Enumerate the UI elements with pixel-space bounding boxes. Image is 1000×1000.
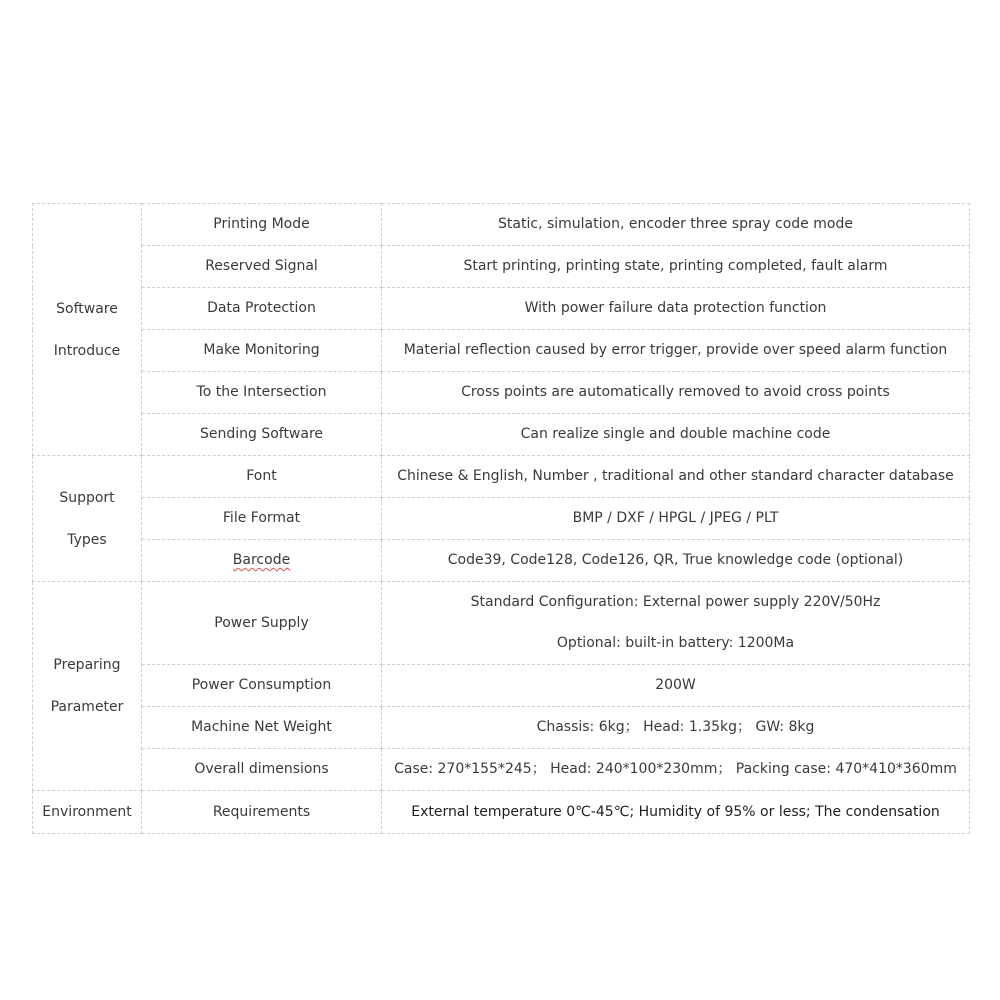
row-label: Reserved Signal bbox=[142, 246, 382, 288]
row-value: With power failure data protection function bbox=[382, 288, 970, 330]
table-row bbox=[33, 665, 970, 707]
row-value: Start printing, printing state, printing completed, fault alarm bbox=[382, 246, 970, 288]
row-label: Make Monitoring bbox=[142, 330, 382, 372]
table-row bbox=[33, 540, 970, 582]
category-cell-software bbox=[33, 204, 142, 456]
row-label: Power Supply bbox=[142, 582, 382, 665]
row-value: Code39, Code128, Code126, QR, True knowledge code (optional) bbox=[382, 540, 970, 582]
row-label: Overall dimensions bbox=[142, 749, 382, 791]
table-row bbox=[33, 749, 970, 791]
row-label: To the Intersection bbox=[142, 372, 382, 414]
table-row bbox=[33, 582, 970, 665]
table-row bbox=[33, 791, 970, 834]
row-label-cell bbox=[142, 540, 382, 582]
category-cell-preparing bbox=[33, 582, 142, 791]
row-label: Requirements bbox=[142, 791, 382, 834]
table-row bbox=[33, 498, 970, 540]
category-cell-environment bbox=[33, 791, 142, 834]
table-row bbox=[33, 414, 970, 456]
row-label: Sending Software bbox=[142, 414, 382, 456]
category-label: Environment bbox=[42, 804, 132, 820]
row-label: Printing Mode bbox=[142, 204, 382, 246]
table-row bbox=[33, 707, 970, 749]
row-label: Power Consumption bbox=[142, 665, 382, 707]
table-row bbox=[33, 288, 970, 330]
table-row bbox=[33, 246, 970, 288]
row-value: Can realize single and double machine code bbox=[382, 414, 970, 456]
category-label: Support bbox=[59, 489, 115, 506]
table-row bbox=[33, 372, 970, 414]
table-row bbox=[33, 204, 970, 246]
table-row bbox=[33, 330, 970, 372]
row-label: Barcode bbox=[232, 552, 291, 568]
spec-table bbox=[32, 203, 970, 834]
row-value: Chassis: 6kg； Head: 1.35kg； GW: 8kg bbox=[382, 707, 970, 749]
category-cell-support bbox=[33, 456, 142, 582]
row-value: 200W bbox=[382, 665, 970, 707]
row-label: File Format bbox=[142, 498, 382, 540]
row-value: External temperature 0℃-45℃; Humidity of 95% or less; The condensation bbox=[382, 791, 970, 834]
category-label: Preparing bbox=[53, 657, 121, 673]
row-value: Static, simulation, encoder three spray code mode bbox=[382, 204, 970, 246]
category-label: Parameter bbox=[50, 699, 124, 715]
row-value: Optional: built-in battery: 1200Ma bbox=[556, 635, 795, 651]
category-label: Types bbox=[67, 531, 107, 548]
row-value: Standard Configuration: External power supply 220V/50Hz bbox=[470, 594, 881, 610]
table-row bbox=[33, 456, 970, 498]
row-label: Font bbox=[142, 456, 382, 498]
row-value: Cross points are automatically removed to avoid cross points bbox=[382, 372, 970, 414]
category-label: Introduce bbox=[53, 342, 121, 359]
row-value-multi bbox=[382, 582, 970, 665]
row-value: BMP / DXF / HPGL / JPEG / PLT bbox=[382, 498, 970, 540]
category-label: Software bbox=[56, 300, 118, 317]
row-value: Material reflection caused by error trigger, provide over speed alarm function bbox=[382, 330, 970, 372]
row-value: Chinese & English, Number , traditional and other standard character database bbox=[382, 456, 970, 498]
row-value: Case: 270*155*245； Head: 240*100*230mm； Packing case: 470*410*360mm bbox=[382, 749, 970, 791]
row-label: Data Protection bbox=[142, 288, 382, 330]
row-label: Machine Net Weight bbox=[142, 707, 382, 749]
